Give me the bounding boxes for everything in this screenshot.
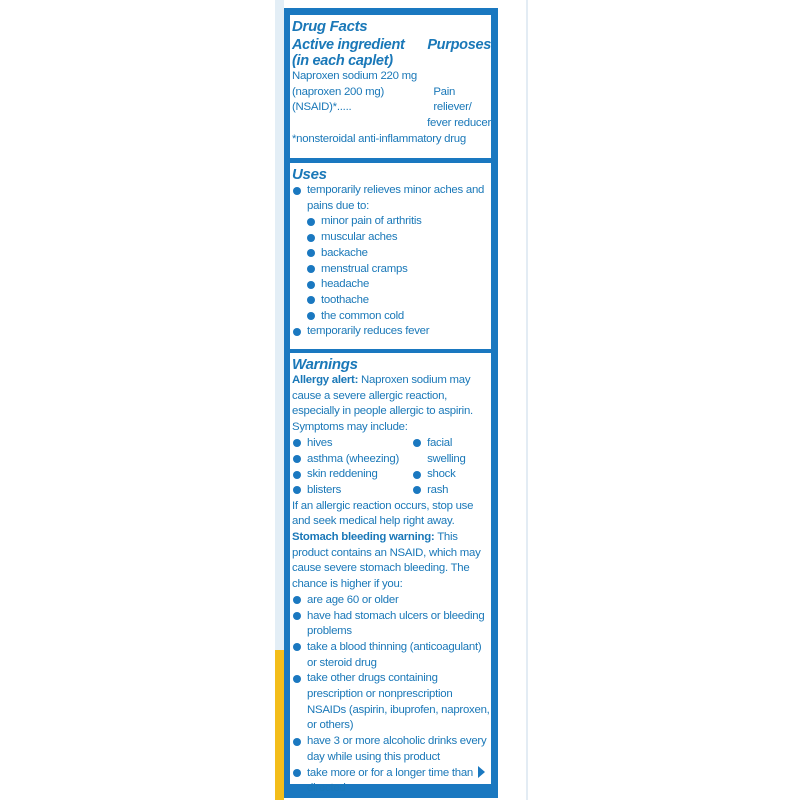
- list-item: asthma (wheezing): [292, 452, 412, 468]
- drug-facts-title: Drug Facts: [292, 18, 368, 35]
- strip-yellow-band: [275, 650, 284, 800]
- list-item: temporarily relieves minor aches and pains due to:: [292, 183, 491, 214]
- list-item: take more or for a longer time than directed: [292, 766, 491, 797]
- allergy-action-text: If an allergic reaction occurs, stop use and seek medical help right away.: [292, 499, 474, 528]
- drug-facts-panel: [284, 8, 498, 798]
- list-item: muscular aches: [306, 230, 491, 246]
- list-item: menstrual cramps: [306, 262, 491, 278]
- purpose-text: fever reducer: [427, 117, 491, 130]
- allergy-alert-text: Naproxen sodium may cause a severe allergic reaction, especially in people allergic to aspirin. Symptoms may include:: [292, 374, 473, 434]
- uses-section: [290, 163, 491, 349]
- list-item: shock: [412, 467, 491, 483]
- list-item: have had stomach ulcers or bleeding problems: [292, 609, 491, 640]
- ingredient-line: Naproxen sodium 220 mg: [292, 70, 417, 82]
- stomach-bleeding-paragraph: [292, 530, 491, 593]
- footnote: *nonsteroidal anti-inflammatory drug: [292, 132, 466, 145]
- warnings-section: [290, 353, 491, 795]
- list-item: toothache: [306, 293, 491, 309]
- package-right-edge: [526, 0, 528, 800]
- allergy-alert-paragraph: [292, 373, 491, 436]
- active-ingredient-section: [290, 15, 491, 158]
- purposes-heading: Purposes: [427, 37, 491, 53]
- list-item: blisters: [292, 483, 412, 499]
- list-item: skin reddening: [292, 467, 412, 483]
- list-item: the common cold: [306, 309, 491, 325]
- arrow-right-icon: [478, 766, 485, 778]
- list-item: facial swelling: [412, 436, 491, 467]
- list-item: minor pain of arthritis: [306, 214, 491, 230]
- symptoms-list: [292, 436, 491, 499]
- allergy-alert-label: Allergy alert:: [292, 374, 359, 386]
- list-item: have 3 or more alcoholic drinks every day while using this product: [292, 734, 491, 765]
- package-side-strip: [275, 0, 284, 800]
- list-item: are age 60 or older: [292, 593, 491, 609]
- warnings-heading: Warnings: [292, 356, 358, 373]
- uses-heading: Uses: [292, 166, 327, 183]
- strip-blue-tint: [275, 0, 284, 650]
- list-item: hives: [292, 436, 412, 452]
- active-ingredient-heading: Active ingredient: [292, 37, 405, 53]
- list-item: take a blood thinning (anticoagulant) or steroid drug: [292, 640, 491, 671]
- stomach-bleeding-label: Stomach bleeding warning:: [292, 531, 435, 544]
- list-item: temporarily reduces fever: [292, 324, 491, 340]
- list-item: backache: [306, 246, 491, 262]
- list-item: rash: [412, 483, 491, 499]
- purpose-text: Pain reliever/: [433, 85, 472, 114]
- list-item: headache: [306, 277, 491, 293]
- active-ingredient-subheading: (in each caplet): [292, 53, 393, 69]
- stomach-bleeding-text: This product contains an NSAID, which may cause severe stomach bleeding. The chance is higher if you:: [292, 531, 481, 591]
- list-item: take other drugs containing prescription or nonprescription NSAIDs (aspirin, ibuprofen, naproxen, or others): [292, 671, 491, 734]
- ingredient-line: (naproxen 200 mg) (NSAID)*.....: [292, 85, 384, 114]
